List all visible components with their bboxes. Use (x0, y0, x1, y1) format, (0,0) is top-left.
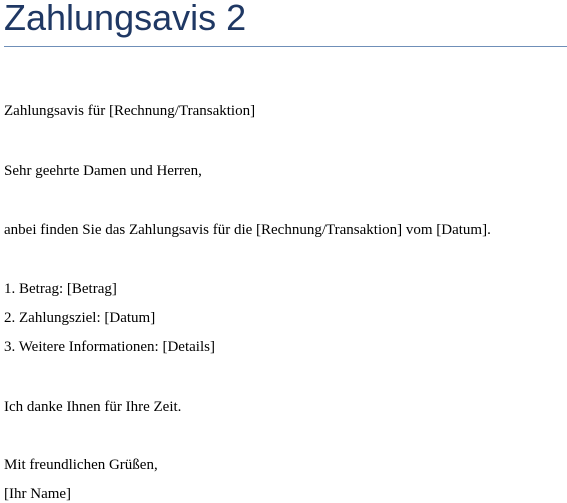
thanks-line: Ich danke Ihnen für Ihre Zeit. (4, 399, 182, 415)
subject-line: Zahlungsavis für [Rechnung/Transaktion] (4, 103, 256, 119)
signature-name: [Ihr Name] (4, 486, 72, 502)
title-divider (4, 46, 567, 47)
salutation: Sehr geehrte Damen und Herren, (4, 163, 202, 179)
document-title: Zahlungsavis 2 (4, 0, 247, 38)
list-item-amount: 1. Betrag: [Betrag] (4, 281, 117, 297)
closing-line: Mit freundlichen Grüßen, (4, 457, 158, 473)
intro-paragraph: anbei finden Sie das Zahlungsavis für die [Rechnung/Transaktion] vom [Datum]. (4, 222, 491, 238)
list-item-due-date: 2. Zahlungsziel: [Datum] (4, 310, 156, 326)
list-item-details: 3. Weitere Informationen: [Details] (4, 339, 215, 355)
